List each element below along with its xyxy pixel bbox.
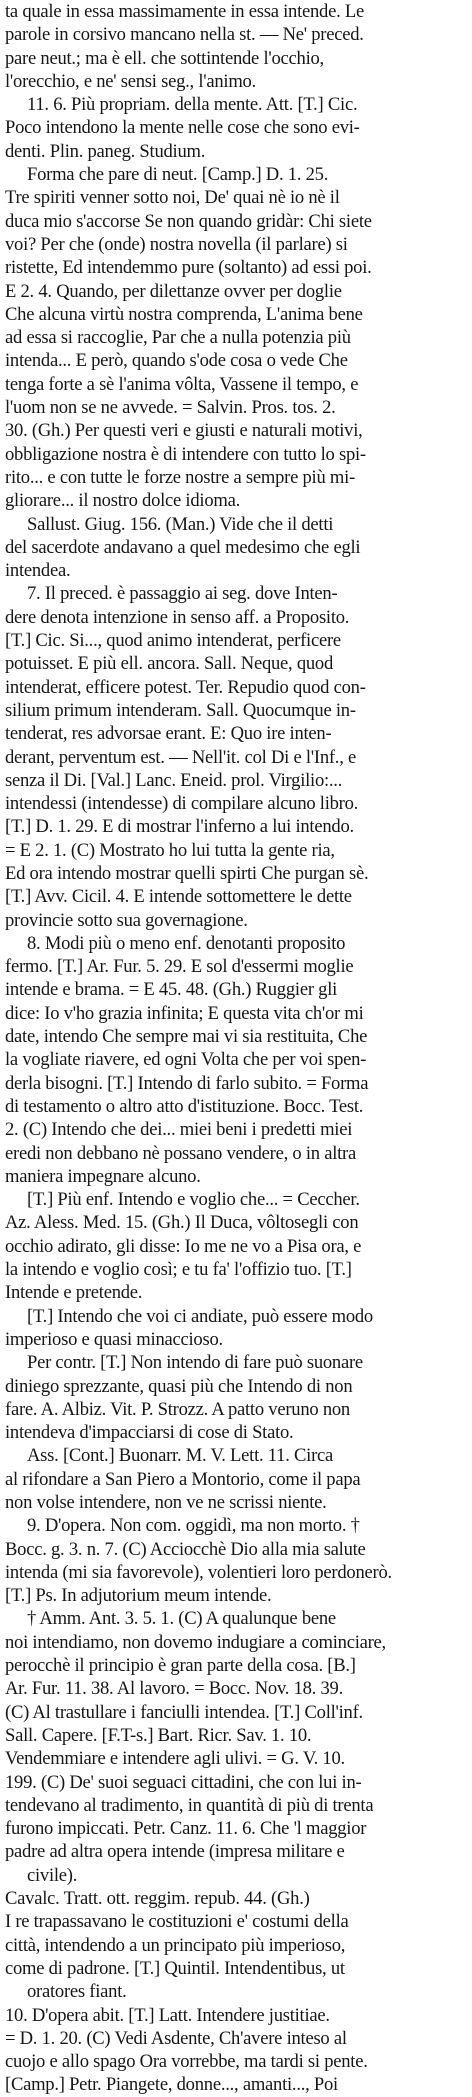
text-line: 11. 6. Più propriam. della mente. Att. [T.] Cic. xyxy=(27,94,358,116)
text-line: civile). xyxy=(27,1864,78,1886)
text-line: intendea. xyxy=(5,560,71,582)
text-line: ristette, Ed intendemmo pure (soltanto) ad essi poi. xyxy=(5,257,372,279)
text-line: Az. Aless. Med. 15. (Gh.) Il Duca, vôltosegli con xyxy=(5,1212,359,1234)
text-line: 2. (C) Intendo che dei... miei beni i predetti miei xyxy=(5,1119,353,1141)
text-line: Ass. [Cont.] Buonarr. M. V. Lett. 11. Circa xyxy=(27,1445,334,1467)
text-line: ta quale in essa massimamente in essa intende. Le xyxy=(5,1,364,22)
text-line: noi intendiamo, non dovemo indugiare a cominciare, xyxy=(5,1631,386,1653)
text-line: Bocc. g. 3. n. 7. (C) Acciocchè Dio alla mia salute xyxy=(5,1538,366,1560)
text-line: perocchè il principio è gran parte della cosa. [B.] xyxy=(5,1655,356,1677)
text-line: intende e brama. = E 45. 48. (Gh.) Ruggier gli xyxy=(5,979,338,1001)
text-line: potuisset. E più ell. ancora. Sall. Neque, quod xyxy=(5,653,334,675)
text-line: 199. (C) De' suoi seguaci cittadini, che con lui in- xyxy=(5,1771,362,1793)
text-line: 9. D'opera. Non com. oggidì, ma non morto. † xyxy=(27,1515,360,1537)
text-line: derant, perventum est. — Nell'it. col Di e l'Inf., e xyxy=(5,746,357,768)
text-line: rito... e con tutte le forze nostre a sempre più mi- xyxy=(5,466,355,488)
text-line: dice: Io v'ho grazia infinita; E questa vita ch'or mi xyxy=(5,1002,364,1024)
text-line: intenda (mi sia favorevole), volentieri loro perdonerò. xyxy=(5,1561,392,1583)
text-line: [T.] Avv. Cicil. 4. E intende sottomettere le dette xyxy=(5,886,352,908)
text-line: Sall. Capere. [F.T-s.] Bart. Ricr. Sav. 1. 10. xyxy=(5,1724,312,1746)
text-line: [T.] D. 1. 29. E di mostrar l'inferno a lui intendo. xyxy=(5,816,354,838)
text-line: [Camp.] Petr. Piangete, donne..., amanti..., Poi xyxy=(5,2074,338,2096)
text-line: pare neut.; ma è ell. che sottintende l'occhio, xyxy=(5,47,324,69)
text-line: provincie sotto sua governagione. xyxy=(5,909,248,931)
text-line: derla bisogni. [T.] Intendo di farlo subito. = Forma xyxy=(5,1072,369,1094)
text-line: del sacerdote andavano a quel medesimo che egli xyxy=(5,536,361,558)
text-line: intendessi (intendesse) di compilare alcuno libro. xyxy=(5,793,359,815)
text-line: padre ad altra opera intende (impresa militare e xyxy=(5,1841,345,1863)
text-line: fare. A. Albiz. Vit. P. Strozz. A patto veruno non xyxy=(5,1398,350,1420)
text-line: Per contr. [T.] Non intendo di fare può suonare xyxy=(27,1352,363,1374)
text-line: silium primum intenderam. Sall. Quocumque in- xyxy=(5,699,356,721)
text-line: denti. Plin. paneg. Studium. xyxy=(5,140,206,162)
text-line: voi? Per che (onde) nostra novella (il parlare) si xyxy=(5,233,348,255)
text-line: dere denota intenzione in senso aff. a Proposito. xyxy=(5,606,350,628)
text-line: [T.] Intendo che voi ci andiate, può essere modo xyxy=(27,1305,373,1327)
text-line: date, intendo Che sempre mai vi sia restituita, Che xyxy=(5,1026,368,1048)
text-line: = D. 1. 20. (C) Vedi Asdente, Ch'avere inteso al xyxy=(5,2027,347,2049)
text-line: Sallust. Giug. 156. (Man.) Vide che il detti xyxy=(27,513,334,535)
text-line: Che alcuna virtù nostra comprenda, L'anima bene xyxy=(5,303,363,325)
text-line: Forma che pare di neut. [Camp.] D. 1. 25. xyxy=(27,164,329,186)
text-line: = E 2. 1. (C) Mostrato ho lui tutta la gente ria, xyxy=(5,839,335,861)
text-line: al rifondare a San Piero a Montorio, come il papa xyxy=(5,1468,361,1490)
text-line: [T.] Ps. In adjutorium meum intende. xyxy=(5,1585,272,1607)
text-line: 8. Modi più o meno enf. denotanti proposito xyxy=(27,932,346,954)
text-line: intendeva d'impacciarsi di cose di Stato. xyxy=(5,1422,294,1444)
text-line: fermo. [T.] Ar. Fur. 5. 29. E sol d'essermi moglie xyxy=(5,956,354,978)
text-line: † Amm. Ant. 3. 5. 1. (C) A qualunque bene xyxy=(27,1608,336,1630)
text-line: diniego sprezzante, quasi più che Intendo di non xyxy=(5,1375,353,1397)
text-line: [T.] Cic. Si..., quod animo intenderat, perficere xyxy=(5,630,341,652)
text-line: ad essa si raccoglie, Par che a nulla potenzia più xyxy=(5,327,351,349)
text-line: Intende e pretende. xyxy=(5,1282,143,1304)
text-line: l'uom non se ne avvede. = Salvin. Pros. tos. 2. xyxy=(5,397,336,419)
text-line: eredi non debbano nè possano vendere, o in altra xyxy=(5,1142,356,1164)
text-line: Ar. Fur. 11. 38. Al lavoro. = Bocc. Nov. 18. 39. xyxy=(5,1678,343,1700)
text-line: 7. Il preced. è passaggio ai seg. dove Inten- xyxy=(27,583,338,605)
text-line: come di padrone. [T.] Quintil. Intendentibus, ut xyxy=(5,1957,345,1979)
text-line: Ed ora intendo mostrar quelli spirti Che purgan sè. xyxy=(5,862,369,884)
text-line: di testamento o altro atto d'istituzione. Bocc. Test. xyxy=(5,1095,364,1117)
text-line: la vogliate riavere, ed ogni Volta che per voi spen- xyxy=(5,1049,367,1071)
text-line: [T.] Più enf. Intendo e voglio che... = Ceccher. xyxy=(27,1189,360,1211)
text-line: furono impiccati. Petr. Canz. 11. 6. Che 'l maggior xyxy=(5,1818,367,1840)
text-line: senza il Di. [Val.] Lanc. Eneid. prol. Virgilio:... xyxy=(5,769,343,791)
text-line: intenderat, efficere potest. Ter. Repudio quod con- xyxy=(5,676,366,698)
text-line: 30. (Gh.) Per questi veri e giusti e naturali motivi, xyxy=(5,420,363,442)
text-line: parole in corsivo mancano nella st. — Ne' preced. xyxy=(5,24,364,46)
text-line: obbligazione nostra è di intendere con tutto lo spi- xyxy=(5,443,366,465)
text-line: Poco intendono la mente nelle cose che sono evi- xyxy=(5,117,360,139)
text-line: Tre spiriti venner sotto noi, De' quai nè io nè il xyxy=(5,187,340,209)
text-line: occhio adirato, gli disse: Io me ne vo a Pisa ora, e xyxy=(5,1235,362,1257)
text-line: la intendo e voglio così; e tu fa' l'offizio tuo. [T.] xyxy=(5,1259,352,1281)
text-line: E 2. 4. Quando, per dilettanze ovver per doglie xyxy=(5,280,342,302)
text-line: l'orecchio, e ne' sensi seg., l'animo. xyxy=(5,70,256,92)
text-line: tendevano al tradimento, in quantità di più di trenta xyxy=(5,1794,374,1816)
text-line: Cavalc. Tratt. ott. reggim. repub. 44. (Gh.) xyxy=(5,1888,310,1910)
text-line: città, intendendo a un principato più imperioso, xyxy=(5,1934,346,1956)
text-line: gliorare... il nostro dolce idioma. xyxy=(5,490,240,512)
text-line: (C) Al trastullare i fanciulli intendea. [T.] Coll'inf. xyxy=(5,1701,363,1723)
text-line: tenga forte a sè l'anima vôlta, Vassene il tempo, e xyxy=(5,373,359,395)
text-line: cuojo e allo spago Ora vorrebbe, ma tardi si pente. xyxy=(5,2051,368,2073)
text-line: non volse intendere, non ve ne scrissi niente. xyxy=(5,1492,327,1513)
text-line: I re trapassavano le costituzioni e' costumi della xyxy=(5,1911,349,1933)
text-line: imperioso e quasi minaccioso. xyxy=(5,1328,223,1350)
text-line: duca mio s'accorse Se non quando gridàr: Chi siete xyxy=(5,210,372,232)
text-line: oratores fiant. xyxy=(27,1981,127,2003)
text-line: 10. D'opera abit. [T.] Latt. Intendere justitiae. xyxy=(5,2004,330,2026)
text-line: maniera impegnare alcuno. xyxy=(5,1165,201,1187)
text-line: intenda... E però, quando s'ode cosa o vede Che xyxy=(5,350,348,372)
text-line: Vendemmiare e intendere agli ulivi. = G. V. 10. xyxy=(5,1748,345,1770)
text-line: tenderat, res advorsae erant. E: Quo ire inten- xyxy=(5,723,332,745)
